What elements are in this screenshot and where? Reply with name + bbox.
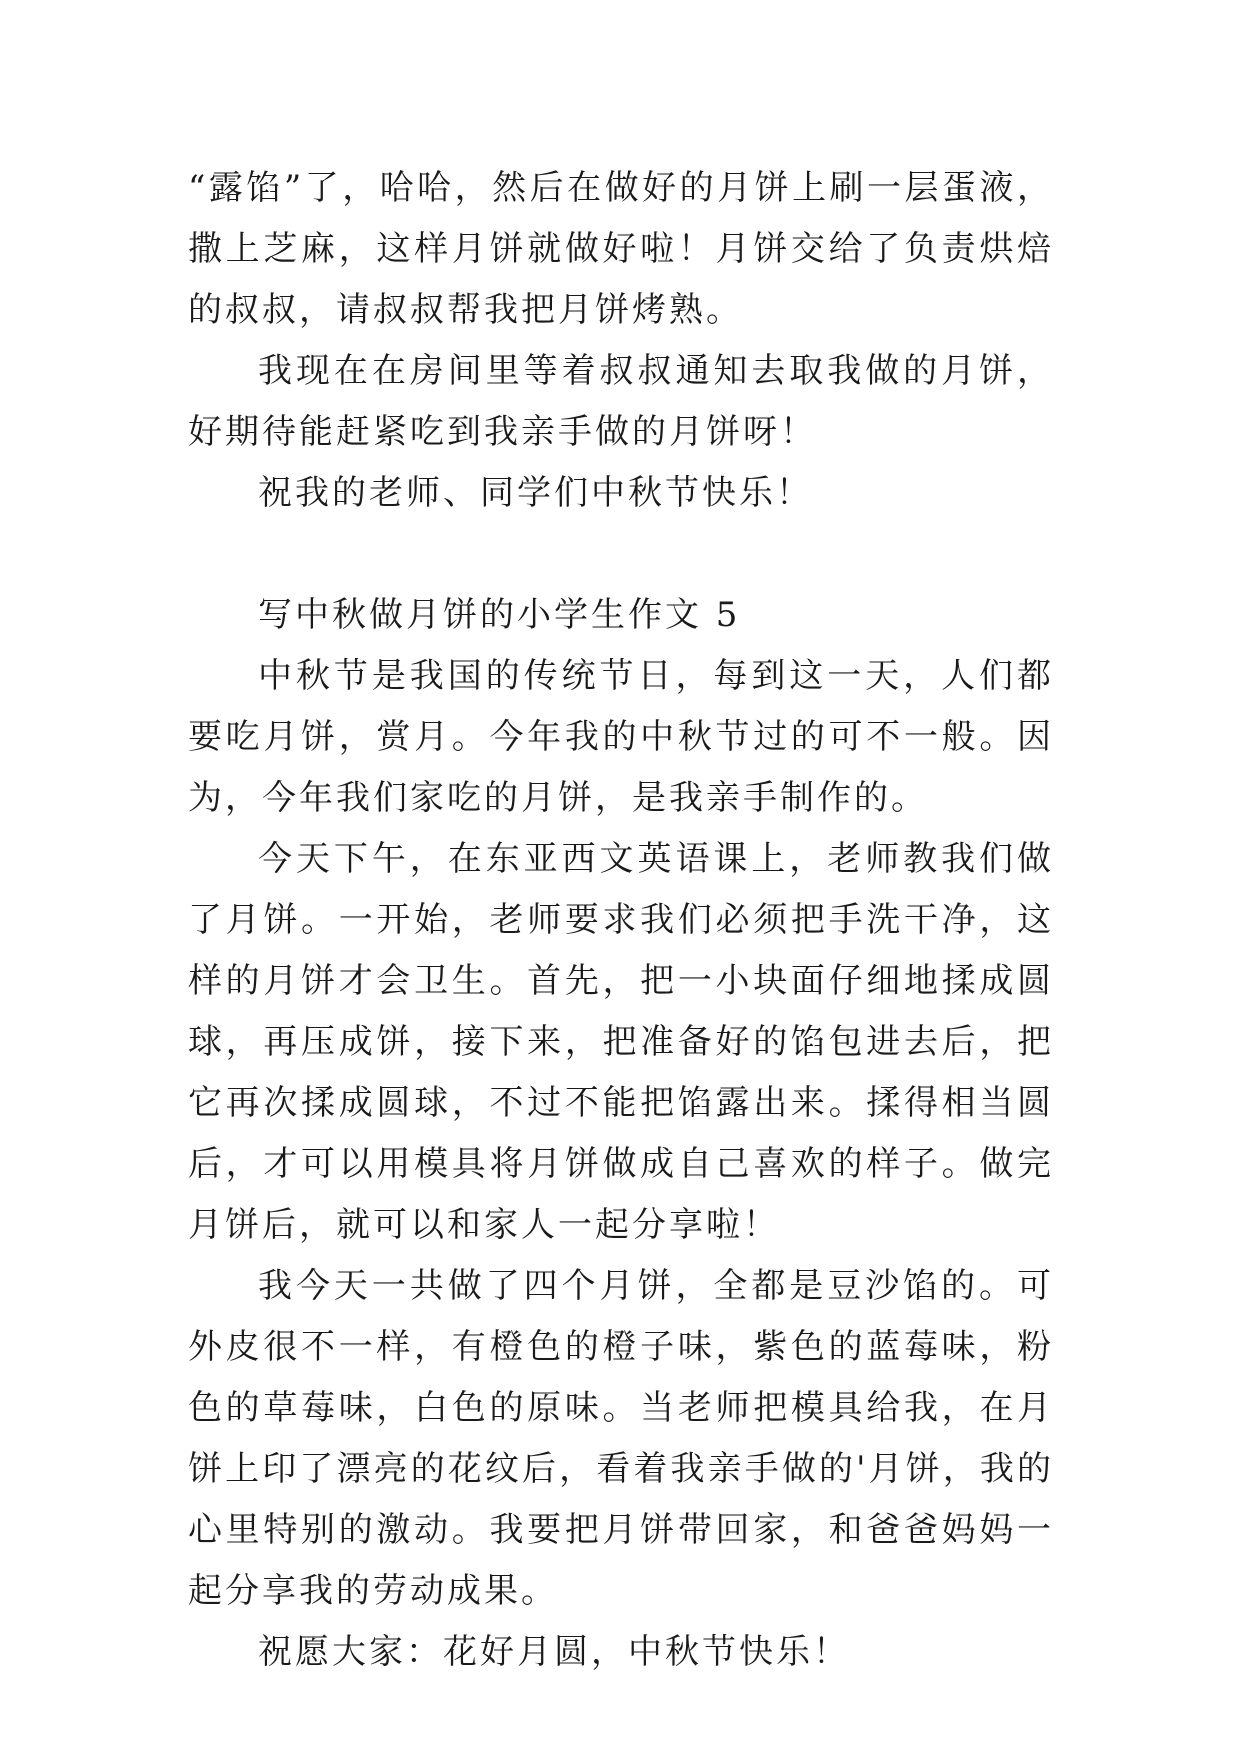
paragraph-intro: 中秋节是我国的传统节日，每到这一天，人们都要吃月饼，赏月。今年我的中秋节过的可不一般。因为，今年我们家吃的月饼，是我亲手制作的。 [188,656,1054,818]
paragraph-continued: “露馅”了，哈哈，然后在做好的月饼上刷一层蛋液，撒上芝麻，这样月饼就做好啦！月饼交给了负责烘焙的叔叔，请叔叔帮我把月饼烤熟。 [188,168,1054,330]
section-title: 写中秋做月饼的小学生作文 5 [258,595,741,635]
paragraph-waiting: 我现在在房间里等着叔叔通知去取我做的月饼，好期待能赶紧吃到我亲手做的月饼呀！ [188,351,1054,452]
paragraph-making: 今天下午，在东亚西文英语课上，老师教我们做了月饼。一开始，老师要求我们必须把手洗干净，这样的月饼才会卫生。首先，把一小块面仔细地揉成圆球，再压成饼，接下来，把准备好的馅包进去后，把它再次揉成圆球，不过不能把馅露出来。揉得相当圆后，才可以用模具将月饼做成自己喜欢的样子。做完月饼后，就可以和家人一起分享啦！ [188,839,1054,1245]
paragraph-greeting: 祝我的老师、同学们中秋节快乐！ [258,473,813,513]
document-page [188,158,1054,1683]
section-spacer [188,524,1054,585]
paragraph-closing: 祝愿大家：花好月圆，中秋节快乐！ [258,1632,850,1672]
paragraph-flavors: 我今天一共做了四个月饼，全都是豆沙馅的。可外皮很不一样，有橙色的橙子味，紫色的蓝莓味，粉色的草莓味，白色的原味。当老师把模具给我，在月饼上印了漂亮的花纹后，看着我亲手做的'月饼，我的心里特别的激动。我要把月饼带回家，和爸爸妈妈一起分享我的劳动成果。 [188,1266,1054,1611]
